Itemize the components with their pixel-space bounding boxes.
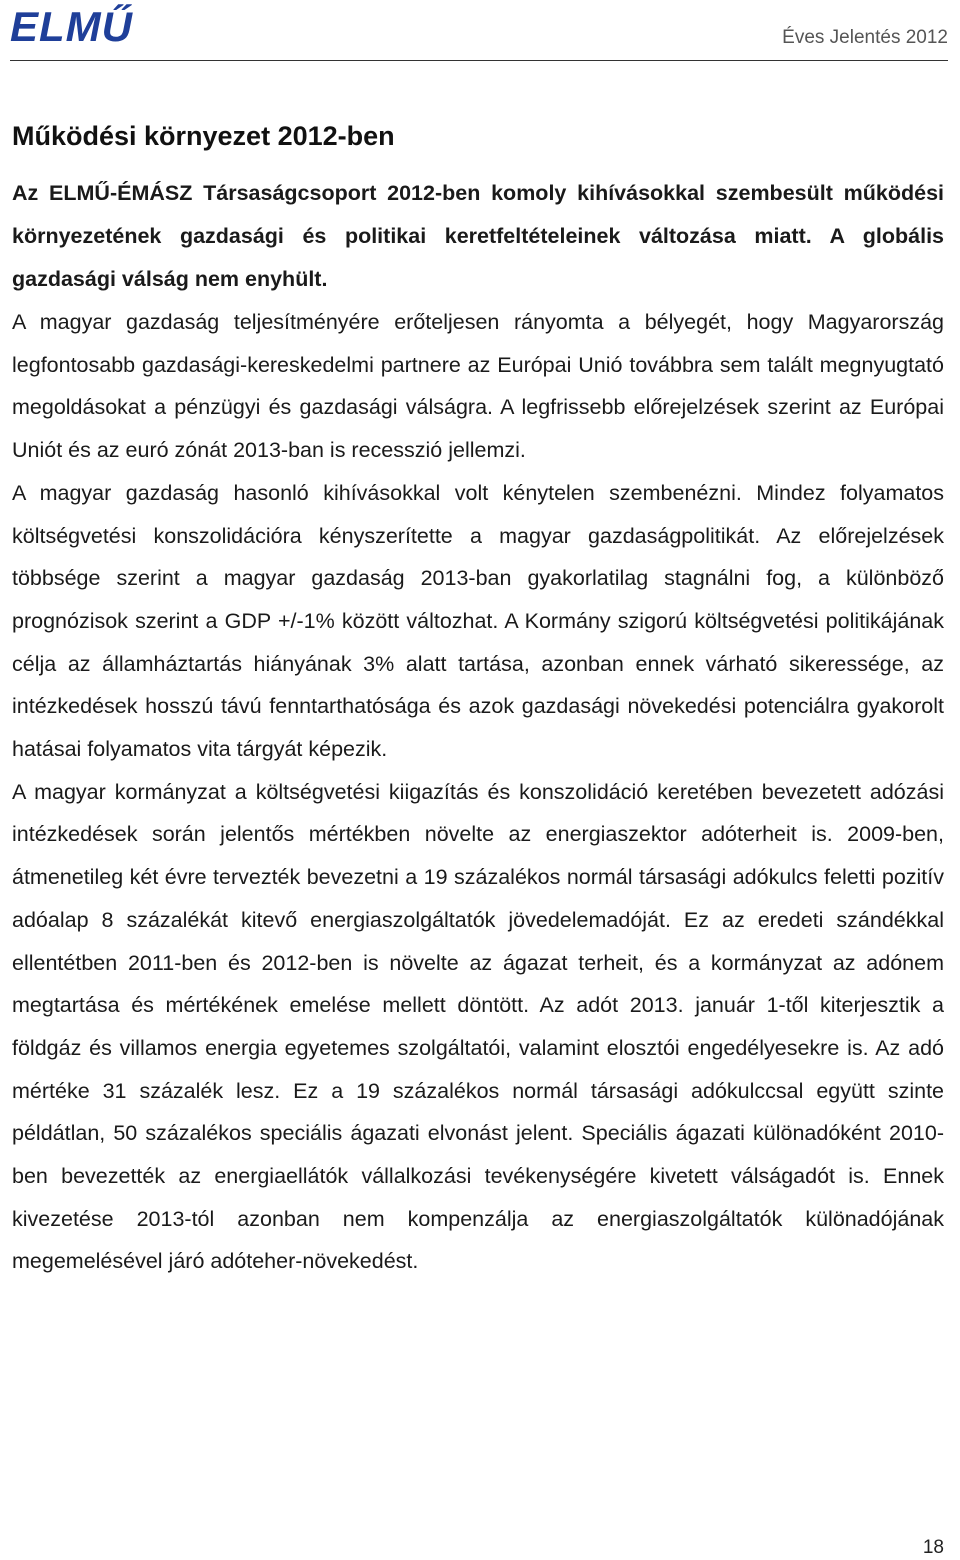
report-title: Éves Jelentés 2012: [782, 27, 948, 48]
page-header: [10, 0, 948, 61]
elmu-logo: ELMŰ: [10, 3, 133, 50]
section-heading: Működési környezet 2012-ben: [12, 121, 395, 151]
body-paragraph-3: A magyar kormányzat a költségvetési kiigazítás és konszolidáció keretében bevezetett adózási intézkedések során jelentős mértékben növelte az energiaszektor adóterheit is. 2009-ben, átmenetileg két évre tervezték bevezetni a 19 százalékos normál társasági adókulcs feletti pozitív adóalap 8 százalékát kitevő energiaszolgáltatók jövedelemadóját. Ez az eredeti szándékkal ellentétben 2011-ben és 2012-ben is növelte az ágazat terheit, és a kormányzat az adónem megtartása és mértékének emelése mellett döntött. Az adót 2013. január 1-től kiterjesztik a földgáz és villamos energia egyetemes szolgáltatói, valamint elosztói engedélyesekre is. Az adó mértéke 31 százalék lesz. Ez a 19 százalékos normál társasági adókulccsal együtt szinte példátlan, 50 százalékos speciális ágazati elvonást jelent. Speciális ágazati különadóként 2010-ben bevezették az energiaellátók vállalkozási tevékenységére kivetett válságadót is. Ennek kivezetése 2013-tól azonban nem kompenzálja az energiaszolgáltatók különadójának megemelésével járó adóteher-növekedést.: [12, 779, 944, 1274]
lead-paragraph: Az ELMŰ-ÉMÁSZ Társaságcsoport 2012-ben komoly kihívásokkal szembesült működési környezetének gazdasági és politikai keretfeltételeinek változása miatt. A globális gazdasági válság nem enyhült.: [12, 181, 944, 291]
document-body: [12, 116, 944, 1283]
body-paragraph-1: A magyar gazdaság teljesítményére erőteljesen rányomta a bélyegét, hogy Magyarország legfontosabb gazdasági-kereskedelmi partnere az Európai Unió továbbra sem talált megnyugtató megoldásokat a pénzügyi és gazdasági válságra. A legfrissebb előrejelzések szerint az Európai Uniót és az euró zónát 2013-ban is recesszió jellemzi.: [12, 310, 944, 463]
page-number: 18: [922, 1537, 944, 1558]
body-paragraph-2: A magyar gazdaság hasonló kihívásokkal volt kénytelen szembenézni. Mindez folyamatos költségvetési konszolidációra kényszerítette a magyar gazdaságpolitikát. Az előrejelzések többsége szerint a magyar gazdaság 2013-ban gyakorlatilag stagnálni fog, a különböző prognózisok szerint a GDP +/-1% között változhat. A Kormány szigorú költségvetési politikájának célja az államháztartás hiányának 3% alatt tartása, azonban ennek várható sikeressége, az intézkedések hosszú távú fenntarthatósága és azok gazdasági növekedési potenciálra gyakorolt hatásai folyamatos vita tárgyát képezik.: [12, 480, 944, 762]
